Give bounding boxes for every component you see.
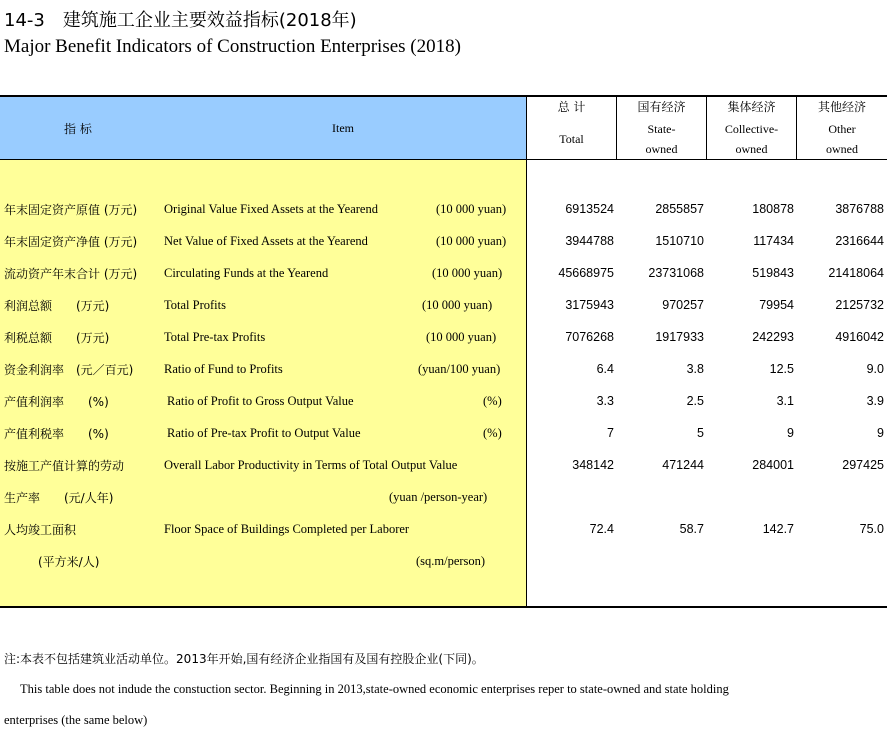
cell-total: 72.4 xyxy=(589,522,614,536)
row-label-cn: 生产率 (元/人年) xyxy=(4,491,114,505)
cell-state-owned: 1917933 xyxy=(655,330,704,344)
header-other-owned xyxy=(797,97,887,160)
row-label-en: Floor Space of Buildings Completed per Laborer xyxy=(164,522,410,536)
row-unit: (%) xyxy=(483,426,502,440)
row-label-cn: 人均竣工面积 xyxy=(4,523,77,537)
row-label-en: Total Profits xyxy=(164,298,226,312)
header-total-cn: 总 计 xyxy=(557,100,586,114)
row-label-en: Circulating Funds at the Yearend xyxy=(164,266,329,280)
row-label-cn: 资金利润率 (元／百元) xyxy=(4,363,134,377)
header-collective-en2: owned xyxy=(735,142,768,156)
cell-collective-owned: 180878 xyxy=(752,202,794,216)
cell-collective-owned: 117434 xyxy=(753,234,794,248)
table-row xyxy=(0,457,887,477)
cell-collective-owned: 242293 xyxy=(752,330,794,344)
table-row xyxy=(0,521,887,541)
row-label-en: Net Value of Fixed Assets at the Yearend xyxy=(164,234,368,248)
header-other-en2: owned xyxy=(826,142,858,156)
cell-total: 45668975 xyxy=(558,266,614,280)
header-state-owned xyxy=(617,97,706,160)
header-total-en: Total xyxy=(559,132,584,146)
row-unit: (10 000 yuan) xyxy=(436,202,507,216)
row-unit: (10 000 yuan) xyxy=(426,330,497,344)
header-state-cn: 国有经济 xyxy=(637,100,686,114)
row-unit: (yuan /person-year) xyxy=(389,490,488,504)
page-title-en: Major Benefit Indicators of Construction Enterprises (2018) xyxy=(4,36,461,57)
row-label-en: Original Value Fixed Assets at the Yearend xyxy=(164,202,378,216)
cell-collective-owned: 3.1 xyxy=(776,394,794,408)
cell-other-owned: 4916042 xyxy=(835,330,884,344)
row-label-cn: 产值利税率 (%) xyxy=(4,427,109,441)
table-row xyxy=(0,553,887,573)
header-collective-en1: Collective- xyxy=(724,122,779,136)
table-row xyxy=(0,233,887,253)
row-label-cn: 利税总额 (万元) xyxy=(4,331,110,345)
cell-total: 6913524 xyxy=(565,202,614,216)
cell-other-owned: 9 xyxy=(877,426,884,440)
cell-state-owned: 23731068 xyxy=(648,266,704,280)
row-label-en: Ratio of Profit to Gross Output Value xyxy=(167,394,354,408)
cell-total: 348142 xyxy=(572,458,614,472)
cell-collective-owned: 142.7 xyxy=(762,522,794,536)
cell-state-owned: 2855857 xyxy=(655,202,704,216)
header-indicator-cn: 指 标 xyxy=(64,122,92,136)
row-label-cn: 流动资产年末合计 (万元) xyxy=(4,267,138,281)
cell-state-owned: 471244 xyxy=(662,458,704,472)
table-row xyxy=(0,201,887,221)
row-unit: (10 000 yuan) xyxy=(436,234,507,248)
header-other-cn: 其他经济 xyxy=(817,100,866,114)
row-unit: (10 000 yuan) xyxy=(432,266,503,280)
header-state-en1: State- xyxy=(647,122,676,136)
cell-collective-owned: 519843 xyxy=(752,266,794,280)
table-row xyxy=(0,425,887,445)
cell-total: 7076268 xyxy=(565,330,614,344)
row-unit: (%) xyxy=(483,394,502,408)
cell-state-owned: 5 xyxy=(697,426,704,440)
cell-state-owned: 970257 xyxy=(662,298,704,312)
cell-state-owned: 58.7 xyxy=(679,522,704,536)
cell-total: 6.4 xyxy=(596,362,614,376)
header-collective-owned xyxy=(707,97,796,160)
cell-other-owned: 21418064 xyxy=(828,266,884,280)
table-row xyxy=(0,361,887,381)
cell-other-owned: 3876788 xyxy=(835,202,884,216)
cell-collective-owned: 79954 xyxy=(759,298,794,312)
footnote-en-line1: This table does not indude the constuction sector. Beginning in 2013,state-owned economic enterprises reper to state-owned and state holding xyxy=(20,682,729,696)
cell-state-owned: 2.5 xyxy=(686,394,704,408)
cell-state-owned: 1510710 xyxy=(655,234,704,248)
page-title-cn: 14-3 建筑施工企业主要效益指标(2018年) xyxy=(4,10,357,31)
cell-total: 7 xyxy=(607,426,614,440)
header-total xyxy=(527,97,616,160)
footnote-cn: 注:本表不包括建筑业活动单位。2013年开始,国有经济企业指国有及国有控股企业(下同)。 xyxy=(4,652,484,666)
row-label-cn: 按施工产值计算的劳动 xyxy=(4,459,125,473)
row-label-en: Total Pre-tax Profits xyxy=(164,330,266,344)
row-label-cn: 年末固定资产净值 (万元) xyxy=(4,235,138,249)
table-row xyxy=(0,489,887,509)
row-label-cn: 产值利润率 (%) xyxy=(4,395,109,409)
row-label-en: Overall Labor Productivity in Terms of Total Output Value xyxy=(164,458,458,472)
row-label-cn: 利润总额 (万元) xyxy=(4,299,110,313)
row-unit: (yuan/100 yuan) xyxy=(418,362,501,376)
header-other-en1: Other xyxy=(828,122,856,136)
cell-other-owned: 3.9 xyxy=(866,394,884,408)
cell-other-owned: 2125732 xyxy=(835,298,884,312)
footnote-en-line2: enterprises (the same below) xyxy=(4,713,148,727)
row-label-cn: 年末固定资产原值 (万元) xyxy=(4,203,138,217)
row-label-en: Ratio of Pre-tax Profit to Output Value xyxy=(167,426,361,440)
cell-collective-owned: 284001 xyxy=(752,458,794,472)
cell-collective-owned: 12.5 xyxy=(769,362,794,376)
cell-total: 3175943 xyxy=(565,298,614,312)
table-row xyxy=(0,329,887,349)
cell-other-owned: 75.0 xyxy=(859,522,884,536)
table-bottom-rule xyxy=(0,606,887,608)
cell-other-owned: 9.0 xyxy=(866,362,884,376)
table-row xyxy=(0,265,887,285)
cell-other-owned: 297425 xyxy=(842,458,884,472)
row-unit: (10 000 yuan) xyxy=(422,298,493,312)
table-row xyxy=(0,393,887,413)
cell-state-owned: 3.8 xyxy=(686,362,704,376)
header-item-en: Item xyxy=(332,121,354,135)
table-row xyxy=(0,297,887,317)
header-collective-cn: 集体经济 xyxy=(727,100,776,114)
row-label-cn: (平方米/人) xyxy=(14,555,100,569)
cell-other-owned: 2316644 xyxy=(835,234,884,248)
row-label-en: Ratio of Fund to Profits xyxy=(164,362,283,376)
cell-collective-owned: 9 xyxy=(787,426,794,440)
cell-total: 3944788 xyxy=(565,234,614,248)
header-state-en2: owned xyxy=(645,142,678,156)
row-unit: (sq.m/person) xyxy=(416,554,486,568)
cell-total: 3.3 xyxy=(596,394,614,408)
